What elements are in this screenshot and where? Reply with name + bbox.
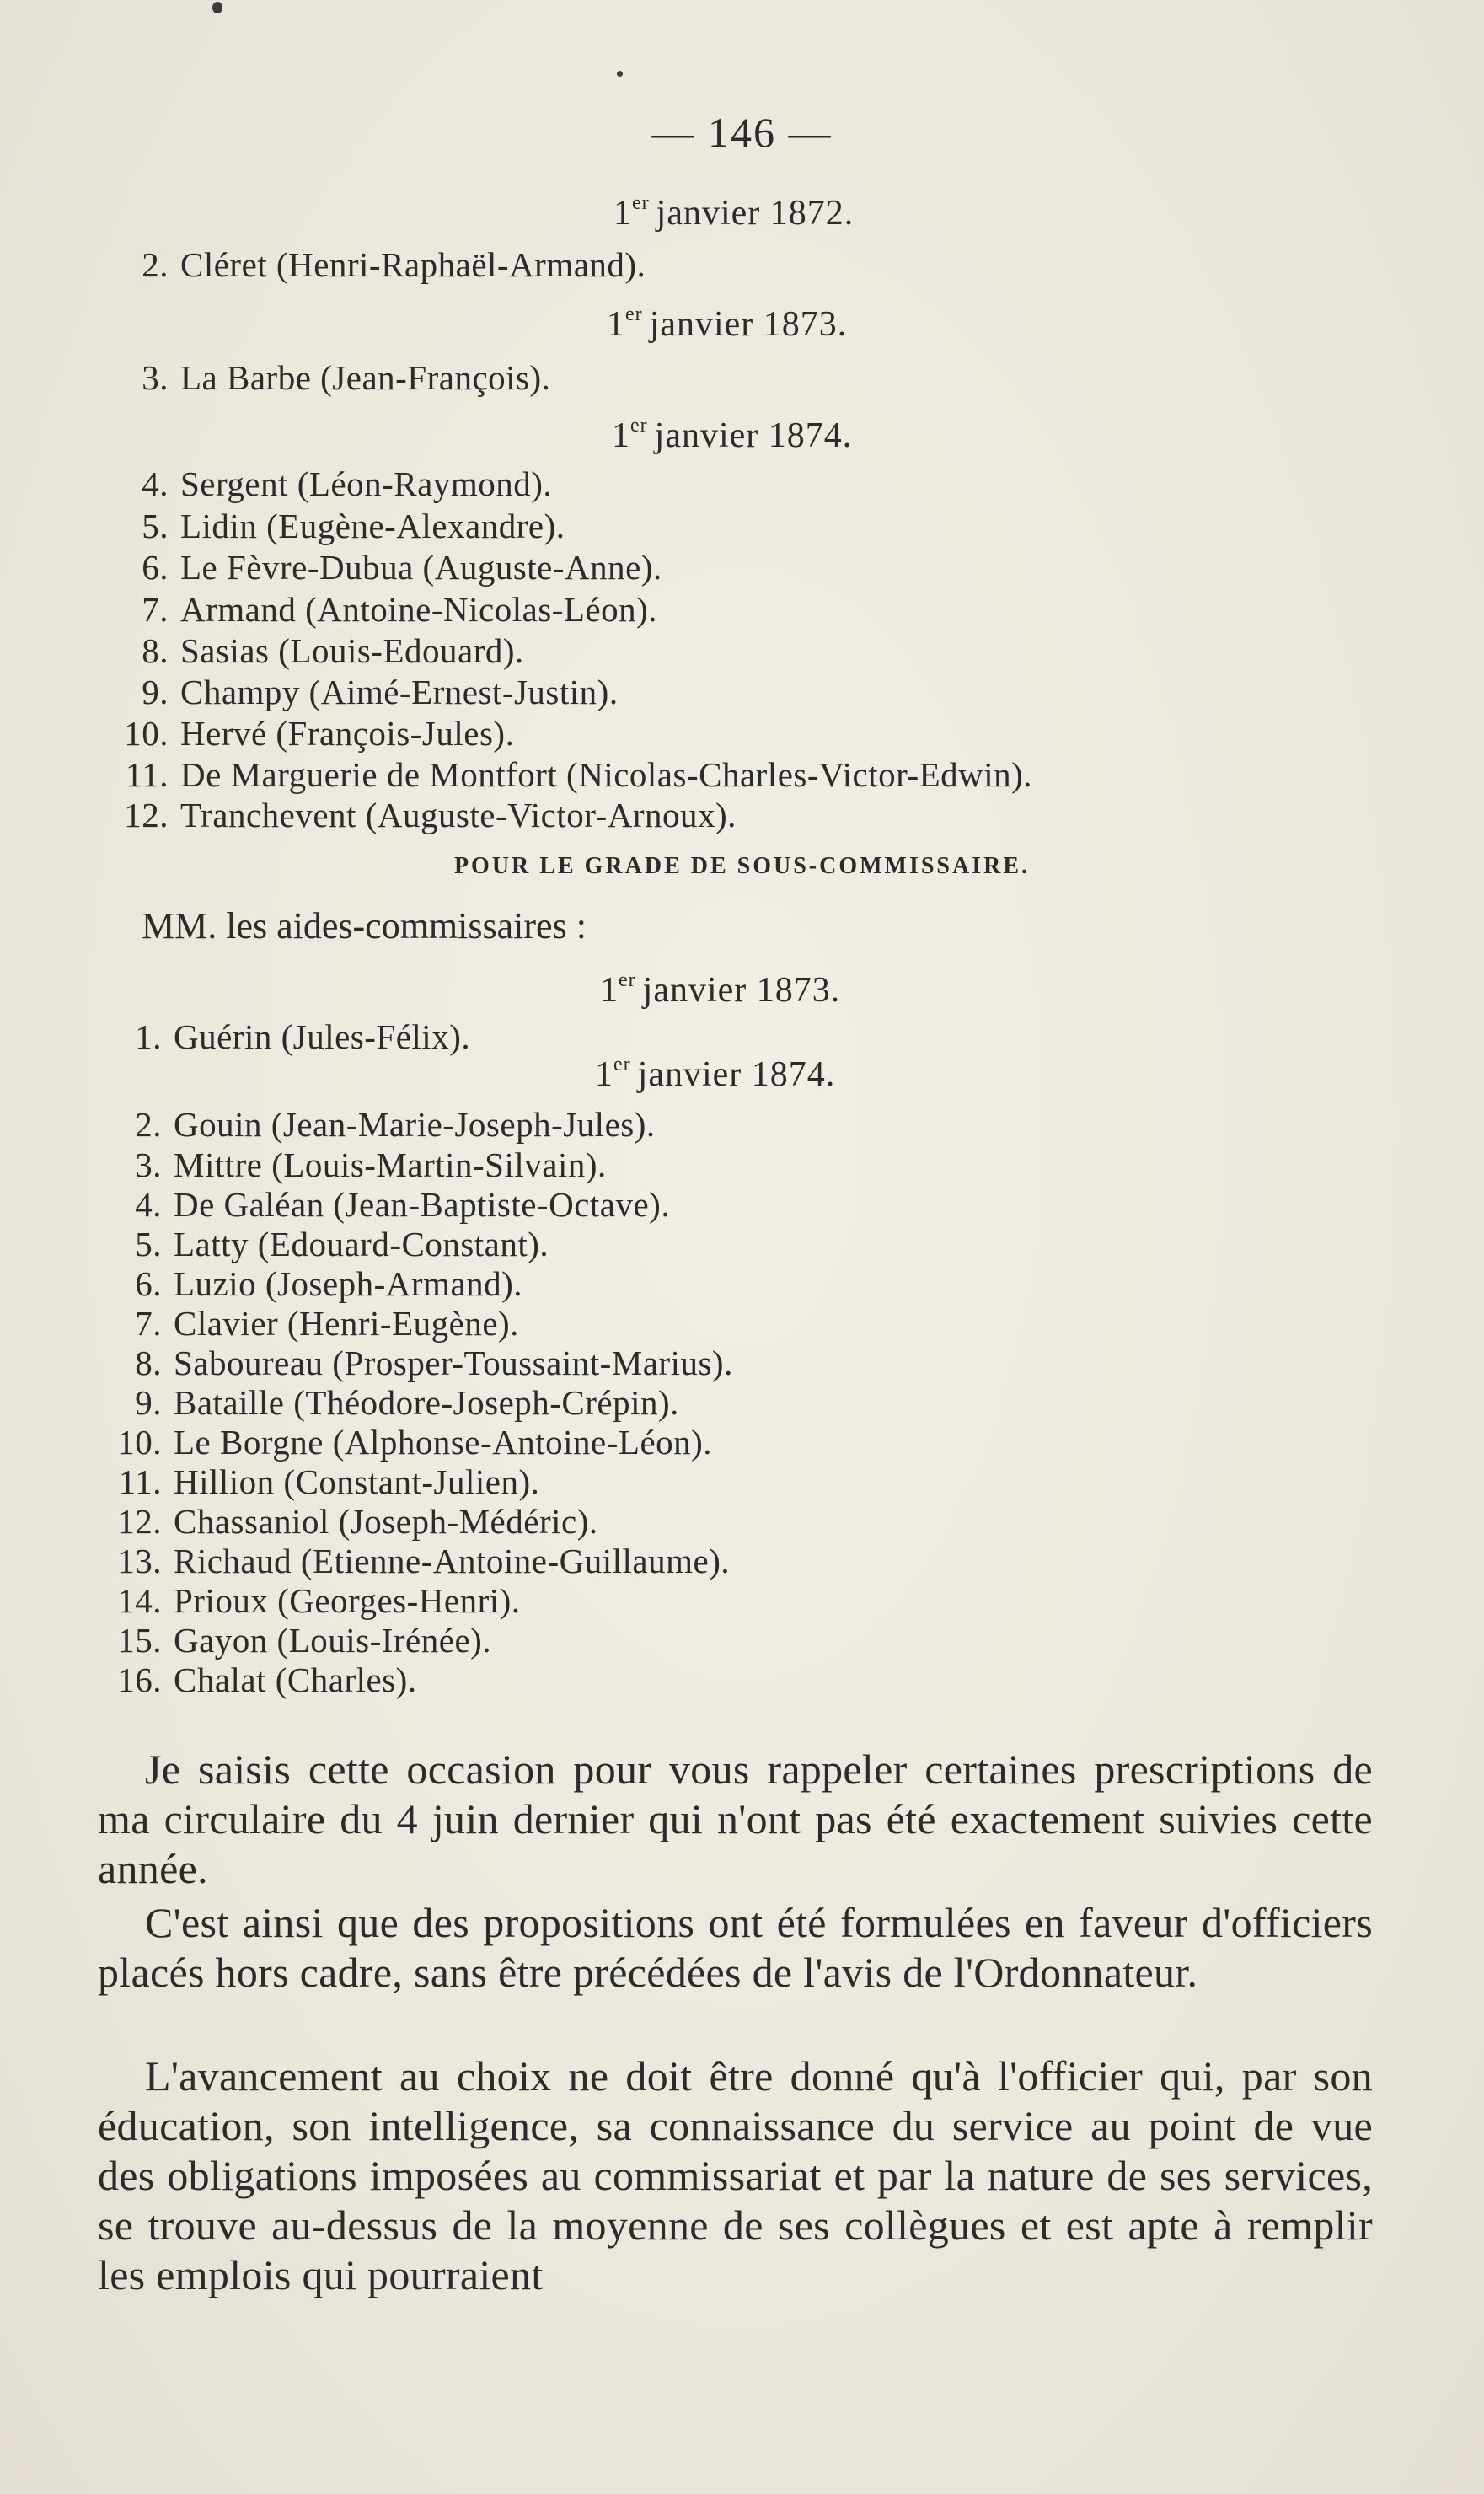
list-item: 6. Luzio (Joseph-Armand).: [135, 1264, 523, 1303]
list-item: 4. De Galéan (Jean-Baptiste-Octave).: [135, 1185, 671, 1224]
body-paragraph: L'avancement au choix ne doit être donné qu'à l'officier qui, par son éducation, son intelligence, sa connaissance du service au point de vue des obligations imposées au commissariat et par la nature de ses services, se trouve au-dessus de la moyenne de ses collègues et est apte à remplir les emplois qui pourraient: [98, 2052, 1373, 2298]
section-intro: MM. les aides-commissaires :: [142, 905, 587, 947]
list-item: 7. Armand (Antoine-Nicolas-Léon).: [142, 590, 658, 629]
list-item: 7. Clavier (Henri-Eugène).: [135, 1304, 519, 1343]
list-item: 2. Gouin (Jean-Marie-Joseph-Jules).: [135, 1105, 656, 1144]
list-item: 9. Champy (Aimé-Ernest-Justin).: [142, 673, 619, 711]
list-item: 14. Prioux (Georges-Henri).: [117, 1581, 521, 1620]
list-item: 9. Bataille (Théodore-Joseph-Crépin).: [135, 1383, 679, 1422]
list-item: 11. Hillion (Constant-Julien).: [118, 1462, 540, 1501]
date-heading: 1er janvier 1874.: [595, 1054, 836, 1094]
list-item: 3. La Barbe (Jean-François).: [142, 358, 551, 397]
list-item: 4. Sergent (Léon-Raymond).: [142, 464, 553, 503]
ink-speck: [617, 71, 623, 77]
list-item: 2. Cléret (Henri-Raphaël-Armand).: [142, 245, 646, 284]
body-paragraph: Je saisis cette occasion pour vous rappeler certaines prescriptions de ma circulaire du 4 juin dernier qui n'ont pas été exactement suivies cette année.: [98, 1746, 1373, 1892]
list-item: 6. Le Fèvre-Dubua (Auguste-Anne).: [142, 548, 662, 587]
list-item: 5. Latty (Edouard-Constant).: [135, 1225, 549, 1263]
list-item: 16. Chalat (Charles).: [117, 1660, 417, 1699]
list-item: 12. Chassaniol (Joseph-Médéric).: [117, 1502, 598, 1541]
list-item: 8. Saboureau (Prosper-Toussaint-Marius).: [135, 1344, 733, 1382]
date-heading: 1er janvier 1873.: [600, 969, 841, 1010]
body-paragraph: C'est ainsi que des propositions ont été formulées en faveur d'officiers placés hors cadre, sans être précédées de l'avis de l'Ordonnateur.: [98, 1899, 1373, 1996]
date-heading: 1er janvier 1874.: [612, 415, 853, 455]
list-item: 3. Mittre (Louis-Martin-Silvain).: [135, 1145, 607, 1184]
section-heading: POUR LE GRADE DE SOUS-COMMISSAIRE.: [453, 853, 1031, 879]
list-item: 13. Richaud (Etienne-Antoine-Guillaume).: [117, 1542, 731, 1580]
list-item: 12. Tranchevent (Auguste-Victor-Arnoux).: [124, 796, 737, 834]
list-item: 10. Hervé (François-Jules).: [124, 714, 515, 753]
page-number: — 146 —: [651, 109, 833, 156]
list-item: 15. Gayon (Louis-Irénée).: [117, 1621, 492, 1660]
list-item: 5. Lidin (Eugène-Alexandre).: [142, 507, 565, 545]
list-item: 1. Guérin (Jules-Félix).: [135, 1017, 471, 1056]
ink-speck: [212, 2, 222, 13]
list-item: 11. De Marguerie de Montfort (Nicolas-Charles-Victor-Edwin).: [125, 755, 1033, 794]
date-heading: 1er janvier 1873.: [607, 303, 848, 344]
list-item: 10. Le Borgne (Alphonse-Antoine-Léon).: [117, 1423, 713, 1462]
list-item: 8. Sasias (Louis-Edouard).: [142, 631, 524, 670]
date-heading: 1er janvier 1872.: [613, 192, 855, 233]
